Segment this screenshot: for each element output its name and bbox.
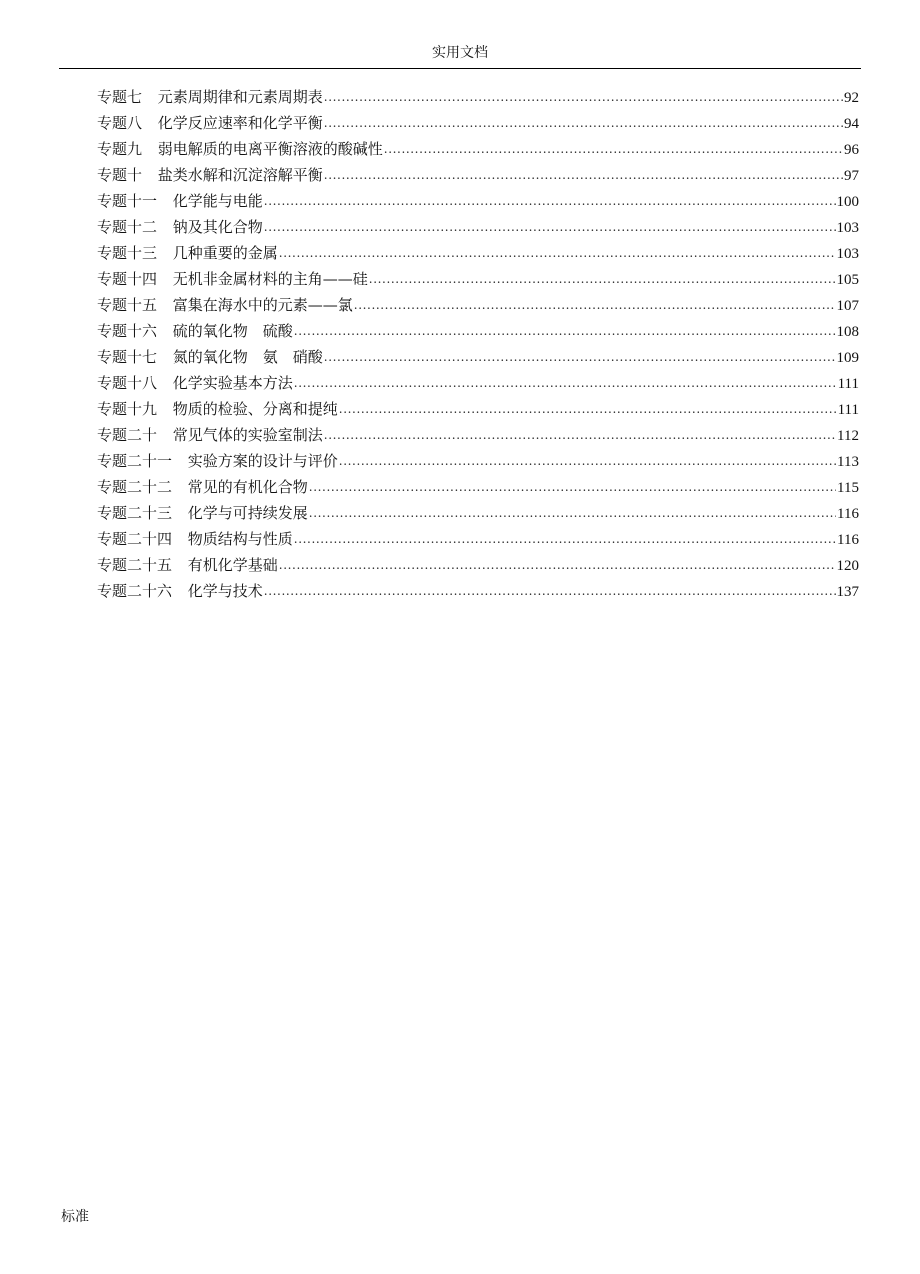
toc-entry[interactable] <box>97 110 859 136</box>
toc-entry-title: 几种重要的金属 <box>172 244 278 262</box>
toc-entry-title: 氮的氧化物 氨 硝酸 <box>172 348 323 366</box>
toc-dot-leader <box>264 213 836 239</box>
toc-entry[interactable] <box>97 344 859 370</box>
toc-entry-title: 化学能与电能 <box>172 192 263 210</box>
toc-entry[interactable] <box>97 214 859 240</box>
toc-entry-page-number: 96 <box>844 142 859 158</box>
toc-entry-page-number: 137 <box>836 584 859 600</box>
toc-dot-leader <box>369 265 836 291</box>
toc-entry-number: 专题十二 <box>97 218 158 236</box>
toc-dot-leader <box>324 109 843 135</box>
toc-entry[interactable] <box>97 552 859 578</box>
toc-entry-title: 化学与技术 <box>187 582 263 600</box>
toc-entry-page-number: 115 <box>837 480 859 496</box>
toc-entry-title: 化学与可持续发展 <box>187 504 308 522</box>
toc-entry-title: 化学反应速率和化学平衡 <box>157 114 323 132</box>
toc-entry-page-number: 103 <box>836 220 859 236</box>
toc-entry-number: 专题十九 <box>97 400 158 418</box>
toc-entry[interactable] <box>97 526 859 552</box>
toc-entry-title: 无机非金属材料的主角——硅 <box>172 270 368 288</box>
toc-entry[interactable] <box>97 370 859 396</box>
toc-entry-number: 专题七 <box>97 88 143 106</box>
toc-dot-leader <box>309 473 836 499</box>
toc-entry[interactable] <box>97 318 859 344</box>
toc-entry-title: 富集在海水中的元素——氯 <box>172 296 353 314</box>
toc-entry-number: 专题二十四 <box>97 530 173 548</box>
toc-entry-number: 专题二十五 <box>97 556 173 574</box>
toc-entry-page-number: 111 <box>837 402 859 418</box>
toc-entry[interactable] <box>97 396 859 422</box>
toc-dot-leader <box>324 421 836 447</box>
toc-entry-page-number: 116 <box>837 506 859 522</box>
toc-entry-page-number: 120 <box>836 558 859 574</box>
toc-entry-number: 专题十四 <box>97 270 158 288</box>
toc-entry-number: 专题二十二 <box>97 478 173 496</box>
toc-dot-leader <box>294 525 836 551</box>
toc-entry-page-number: 108 <box>836 324 859 340</box>
toc-entry[interactable] <box>97 266 859 292</box>
toc-entry[interactable] <box>97 448 859 474</box>
toc-entry[interactable] <box>97 188 859 214</box>
toc-dot-leader <box>384 135 843 161</box>
toc-dot-leader <box>324 161 843 187</box>
toc-entry-page-number: 109 <box>836 350 859 366</box>
toc-entry-page-number: 92 <box>844 90 859 106</box>
toc-dot-leader <box>264 577 836 603</box>
toc-entry-number: 专题十三 <box>97 244 158 262</box>
toc-entry-number: 专题十六 <box>97 322 158 340</box>
toc-entry-page-number: 113 <box>837 454 859 470</box>
toc-entry-title: 有机化学基础 <box>187 556 278 574</box>
toc-entry-title: 盐类水解和沉淀溶解平衡 <box>157 166 323 184</box>
toc-entry-page-number: 111 <box>837 376 859 392</box>
toc-entry[interactable] <box>97 162 859 188</box>
toc-dot-leader <box>264 187 836 213</box>
toc-dot-leader <box>294 317 836 343</box>
header-divider <box>59 68 861 69</box>
toc-entry-number: 专题二十一 <box>97 452 173 470</box>
toc-entry[interactable] <box>97 240 859 266</box>
page-header: 实用文档 <box>432 45 488 61</box>
toc-entry-title: 物质的检验、分离和提纯 <box>172 400 338 418</box>
toc-entry[interactable] <box>97 578 859 604</box>
toc-entry-number: 专题二十六 <box>97 582 173 600</box>
toc-entry-title: 实验方案的设计与评价 <box>187 452 338 470</box>
toc-entry-number: 专题十七 <box>97 348 158 366</box>
toc-dot-leader <box>339 395 837 421</box>
toc-entry-page-number: 112 <box>837 428 859 444</box>
toc-entry[interactable] <box>97 292 859 318</box>
toc-entry-page-number: 116 <box>837 532 859 548</box>
toc-dot-leader <box>279 551 836 577</box>
toc-entry-number: 专题十八 <box>97 374 158 392</box>
toc-entry[interactable] <box>97 84 859 110</box>
toc-dot-leader <box>324 83 843 109</box>
toc-entry-page-number: 107 <box>836 298 859 314</box>
toc-entry-page-number: 97 <box>844 168 859 184</box>
toc-dot-leader <box>354 291 836 317</box>
toc-entry-number: 专题二十 <box>97 426 158 444</box>
toc-entry-title: 常见气体的实验室制法 <box>172 426 323 444</box>
toc-dot-leader <box>309 499 836 525</box>
toc-entry-number: 专题十一 <box>97 192 158 210</box>
toc-entry-number: 专题二十三 <box>97 504 173 522</box>
toc-entry[interactable] <box>97 500 859 526</box>
toc-entry[interactable] <box>97 422 859 448</box>
toc-entry-number: 专题十五 <box>97 296 158 314</box>
toc-entry[interactable] <box>97 474 859 500</box>
toc-entry-title: 弱电解质的电离平衡溶液的酸碱性 <box>157 140 383 158</box>
page-footer: 标准 <box>61 1209 89 1225</box>
toc-dot-leader <box>324 343 836 369</box>
toc-entry-title: 物质结构与性质 <box>187 530 293 548</box>
toc-entry-title: 硫的氧化物 硫酸 <box>172 322 293 340</box>
toc-entry-page-number: 103 <box>836 246 859 262</box>
toc-dot-leader <box>294 369 837 395</box>
toc-entry-page-number: 94 <box>844 116 859 132</box>
toc-entry-title: 钠及其化合物 <box>172 218 263 236</box>
table-of-contents <box>97 84 859 604</box>
toc-dot-leader <box>279 239 836 265</box>
toc-entry-number: 专题九 <box>97 140 143 158</box>
toc-entry[interactable] <box>97 136 859 162</box>
toc-entry-page-number: 105 <box>836 272 859 288</box>
toc-dot-leader <box>339 447 836 473</box>
toc-entry-page-number: 100 <box>836 194 859 210</box>
toc-entry-title: 常见的有机化合物 <box>187 478 308 496</box>
toc-entry-title: 化学实验基本方法 <box>172 374 293 392</box>
toc-entry-number: 专题八 <box>97 114 143 132</box>
toc-entry-number: 专题十 <box>97 166 143 184</box>
toc-entry-title: 元素周期律和元素周期表 <box>157 88 323 106</box>
